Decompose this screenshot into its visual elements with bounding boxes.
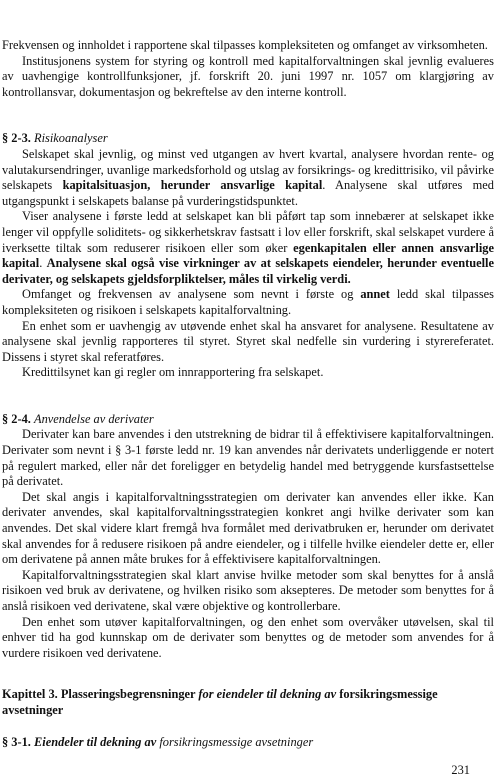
bold-run: Analysene skal også vise virkninger av at selskapets eiendeler, herunder eventuelle derivater, og selskapets gjeldsforpliktelser, måles til virkelig verdi. <box>2 256 494 286</box>
section-title-bold: Eiendeler til dekning av <box>34 734 157 749</box>
text-run: forsikringsmessige avsetninger <box>2 687 438 717</box>
section-2-4-heading <box>2 412 494 428</box>
bold-run: annet <box>360 287 390 302</box>
section-2-3-heading <box>2 131 494 147</box>
text-run: Kapittel 3. Plasseringsbegrensninger <box>2 687 199 702</box>
text-run: Selskapet skal jevnlig, og minst ved utgangen av hvert kvartal, analysere hvordan rente- og valutakursendringer, uvanlige markedsforhold og utslag av forsikrings- og kredittrisiko, vil påvirke selskapets <box>2 146 494 193</box>
intro-paragraph-1: Frekvensen og innholdet i rapportene skal tilpasses kompleksiteten og omfanget av virksomheten. <box>2 38 488 52</box>
section-title: Risikoanalyser <box>34 131 108 146</box>
s24-paragraph-3: Kapitalforvaltningsstrategien skal klart anvise hvilke metoder som skal benyttes for å anslå risikoen ved bruk av derivatene, og hvilken risiko som aksepteres. De metoder som benyttes for å anslå risikoen ved derivatene, skal være objektive og kontrollerbare. <box>2 567 494 613</box>
s23-paragraph-5: Kredittilsynet kan gi regler om innrapportering fra selskapet. <box>22 365 324 380</box>
document-page <box>2 38 494 750</box>
page-number: 231 <box>451 763 470 777</box>
s23-paragraph-1 <box>2 147 494 209</box>
bold-run: egenkapitalen eller annen ansvarlige kapital <box>2 240 494 271</box>
section-number: § 3-1. <box>2 734 31 749</box>
s23-paragraph-3 <box>2 287 494 318</box>
s24-paragraph-1: Derivater kan bare anvendes i den utstrekning de bidrar til å effektivisere kapitalforvaltningen. Derivater som nevnt i § 3-1 første ledd nr. 19 kan anvendes når derivatets underliggende er notert på regulert marked, eller når det foreligger en betydelig handel med betryggende kursfastsettelse på derivatet. <box>2 427 494 489</box>
text-run: . <box>39 256 47 271</box>
section-title: Anvendelse av derivater <box>34 411 154 426</box>
bold-run: kapitalsituasjon, herunder ansvarlige kapital <box>62 178 323 193</box>
text-run: Viser analysene i første ledd at selskapet kan bli påført tap som innebærer at selskapet ikke lenger vil oppfylle soliditets- og sikkerhetskrav fastsatt i lov eller forskrift, skal selskapet vurdere å iverksette tiltak som reduserer risikoen eller som øker <box>2 209 494 255</box>
s24-paragraph-4: Den enhet som utøver kapitalforvaltningen, og den enhet som overvåker utøvelsen, skal til enhver tid ha god kunnskap om de derivater som benyttes og de metoder som anvendes for å vurdere risikoen ved derivatene. <box>2 614 494 660</box>
intro-paragraph-2: Institusjonens system for styring og kontroll med kapitalforvaltningen skal jevnlig evalueres av uavhengige kontrollfunksjoner, jf. forskrift 20. juni 1997 nr. 1057 om klargjøring av kontrollansvar, dokumentasjon og bekreftelse av den interne kontroll. <box>2 53 494 99</box>
text-run: ledd skal tilpasses kompleksiteten og risikoen i selskapets kapitalforvaltning. <box>2 287 494 317</box>
italic-run: for eiendeler til dekning av <box>198 687 337 702</box>
section-number: § 2-3. <box>2 131 31 146</box>
chapter-3-heading <box>2 687 494 718</box>
section-title-italic: forsikringsmessige avsetninger <box>156 734 314 749</box>
text-run: . Analysene skal utføres med utgangspunkt i selskapets balanse på vurderingstidspunktet. <box>2 178 494 208</box>
s23-paragraph-4: En enhet som er uavhengig av utøvende enhet skal ha ansvaret for analysene. Resultatene av analysene skal jevnlig rapporteres til styret. Styret skal nedfelle sin vurdering i styrereferatet. Dissens i styret skal referatføres. <box>2 318 494 364</box>
text-run: Omfanget og frekvensen av analysene som nevnt i første og <box>22 287 361 302</box>
section-number: § 2-4. <box>2 411 31 426</box>
s24-paragraph-2: Det skal angis i kapitalforvaltningsstrategien om derivater kan anvendes eller ikke. Kan derivater anvendes, skal kapitalforvaltningsstrategien konkret angi hvilke derivater som kan anvendes. Det skal videre klart fremgå hva formålet med derivatbruken er, herunder om derivatet skal anvendes for å redusere risikoen på andre eiendeler, og i tilfelle hvilke eiendeler dette er, eller om derivatene på annen måte brukes for å effektivisere kapitalforvaltningen. <box>2 489 494 567</box>
section-3-1-heading <box>2 735 494 751</box>
s23-paragraph-2 <box>2 209 494 287</box>
